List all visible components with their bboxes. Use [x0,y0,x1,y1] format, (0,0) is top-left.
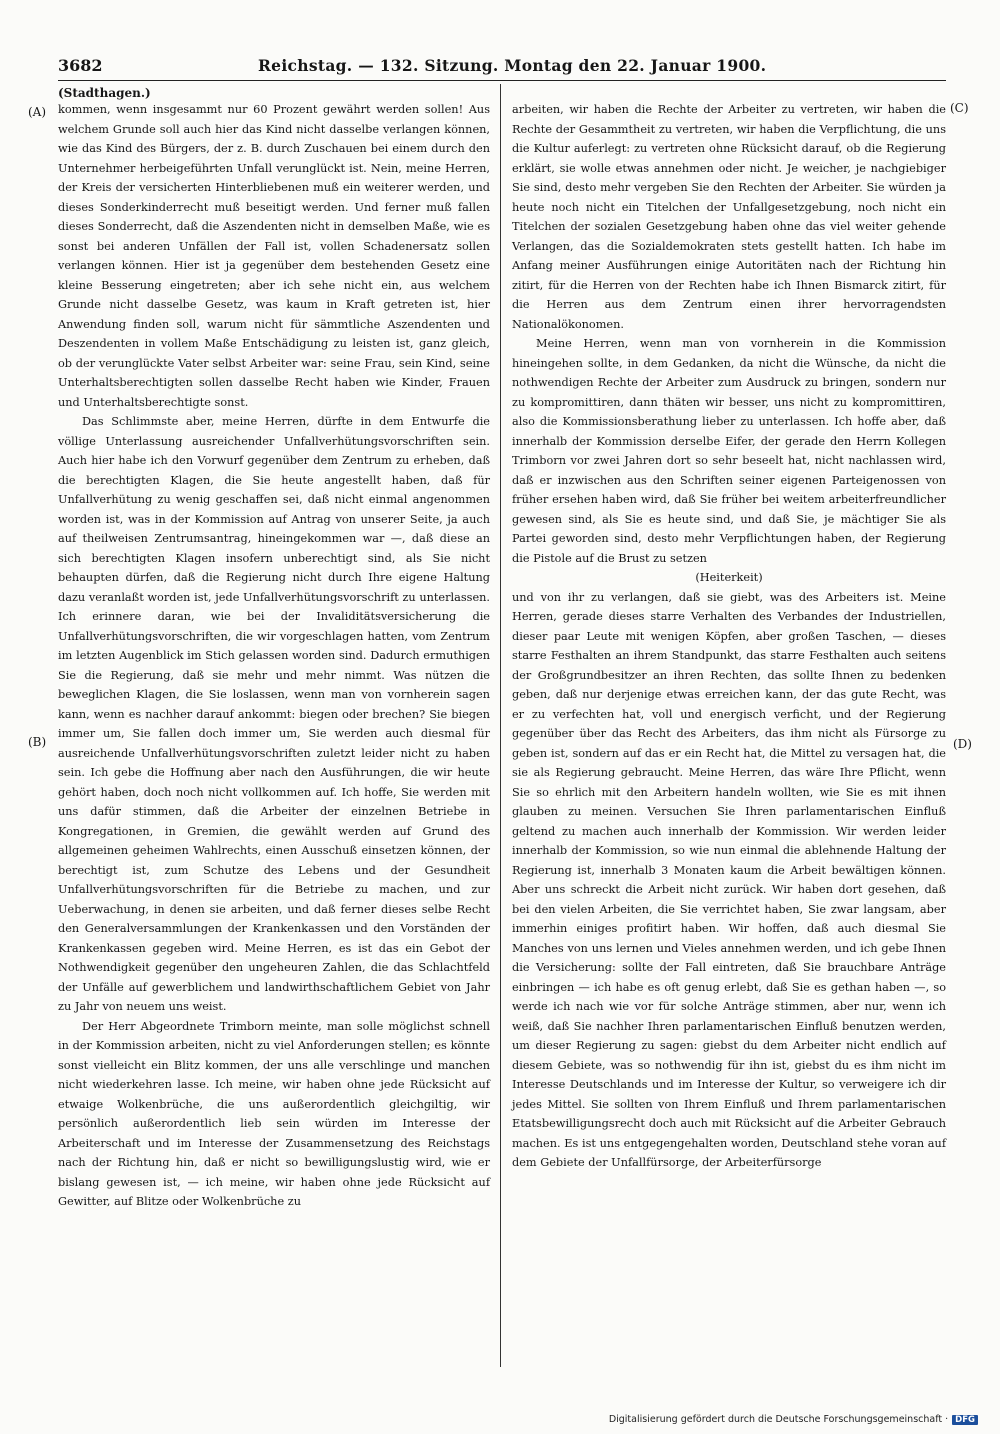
page-header [58,56,946,78]
paragraph: kommen, wenn insgesammt nur 60 Prozent gewährt werden sollen! Aus welchem Grunde soll auch hier das Kind nicht dasselbe verlangen können, wie das Kind des Bürgers, der z. B. durch Zuschauen bei einem durch den Unternehmer herbeigeführten Unfall verunglückt ist. Nein, meine Herren, der Kreis der versicherten Hinterbliebenen muß ein weiterer werden, und dieses Sonderkinderrecht muß beseitigt werden. Und ferner muß fallen dieses Sonderrecht, daß die Aszendenten nicht in demselben Maße, wie es sonst bei anderen Unfällen der Fall ist, vollen Schadenersatz sollen verlangen können. Hier ist ja gegenüber dem bestehenden Gesetz eine kleine Besserung eingetreten; aber ich sehe nicht ein, aus welchem Grunde nicht dasselbe Gesetz, was kaum in Kraft getreten ist, hier Anwendung finden soll, warum nicht für sämmtliche Aszendenten und Deszendenten in vollem Maße Entschädigung zu leisten ist, ganz gleich, ob der verunglückte Vater selbst Arbeiter war: seine Frau, sein Kind, seine Unterhaltsberechtigten sollen dasselbe Recht haben wie Kinder, Frauen und Unterhaltsberechtigte sonst. [58,103,490,409]
paragraph: und von ihr zu verlangen, daß sie giebt, was des Arbeiters ist. Meine Herren, gerade dieses starre Verhalten des Verbandes der Industriellen, dieser paar Leute mit wenigen Köpfen, aber großen Taschen, — dieses starre Festhalten an ihrem Standpunkt, das starre Festhalten auch seitens der Großgrundbesitzer an ihren Rechten, das sollte Ihnen zu bedenken geben, daß nur derjenige etwas erreichen kann, der das gute Recht, was er zu verfechten hat, voll und energisch verficht, und der Regierung gegenüber über das Recht des Arbeiters, das ihm nicht als Fürsorge zu geben ist, sondern auf das er ein Recht hat, die Mittel zu versagen hat, die sie als Regierung gebraucht. Meine Herren, das wäre Ihre Pflicht, wenn Sie so ehrlich mit den Arbeitern handeln wollten, wie Sie es mit ihnen glauben zu meinen. Versuchen Sie Ihren parlamentarischen Einfluß geltend zu machen auch innerhalb der Kommission. Wir werden leider innerhalb der Kommission, so wie nun einmal die ablehnende Haltung der Regierung ist, innerhalb 3 Monaten kaum die Arbeit bewältigen können. Aber uns schreckt die Arbeit nicht zurück. Wir haben dort gesehen, daß bei den vielen Arbeiten, die Sie verrichtet haben, Sie zwar langsam, aber immerhin einiges profitirt haben. Wir hoffen, daß auch diesmal Sie Manches von uns lernen und Vieles annehmen werden, und ich gebe Ihnen die Versicherung: sollte der Fall eintreten, daß Sie brauchbare Anträge einbringen — ich habe es oft genug erlebt, daß Sie es gethan haben —, so werde ich nach wie vor für solche Anträge stimmen, aber nur, wenn ich weiß, daß Sie nachher Ihren parlamentarischen Einfluß benutzen werden, um dieser Regierung zu sagen: giebst du dem Arbeiter nicht endlich auf diesem Gebiete, was so nothwendig für ihn ist, giebst du es ihm nicht im Interesse Deutschlands und im Interesse der Kultur, so verweigere ich dir jedes Mittel. Sie sollten von Ihrem Einfluß und Ihrem parlamentarischen Etatsbewilligungsrecht doch auch mit Rücksicht auf die Arbeiter Gebrauch machen. Es ist uns entgegengehalten worden, Deutschland stehe voran auf dem Gebiete der Unfallfürsorge, der Arbeiterfürsorge [512,590,946,1169]
margin-mark-a: (A) [28,105,47,119]
paragraph: Das Schlimmste aber, meine Herren, dürfte in dem Entwurfe die völlige Unterlassung ausreichender Unfallverhütungsvorschriften sein. Auch hier habe ich den Vorwurf gegenüber dem Zentrum zu erheben, daß die berechtigten Klagen, die Sie heute angestellt haben, daß für Unfallverhütung zu wenig geschaffen sei, daß nicht einmal angenommen worden ist, was in der Kommission auf Antrag von unserer Seite, ja auch auf theilweisen Zentrumsantrag, hineingekommen war —, daß diese an sich berechtigten Klagen insofern unberechtigt sind, als Sie nicht behaupten dürfen, daß die Regierung nicht durch Ihre eigene Haltung dazu veranlaßt worden ist, jede Unfallverhütungsvorschrift zu unterlassen. Ich erinnere daran, wie bei der Invaliditätsversicherung die Unfallverhütungsvorschriften, die wir vorgeschlagen hatten, vom Zentrum im letzten Augenblick im Stich gelassen worden sind. Dadurch ermuthigen Sie die Regierung, daß sie mehr und mehr nimmt. Was nützen die beweglichen Klagen, die Sie loslassen, wenn man von vornherein sagen kann, wenn es nachher darauf ankommt: biegen oder brechen? Sie biegen immer um, Sie fallen doch immer um, Sie werden auch diesmal für ausreichende Unfallverhütungsvorschriften zuletzt leider nicht zu haben sein. Ich gebe die Hoffnung aber nach den Ausführungen, die wir heute gehört haben, doch noch nicht vollkommen auf. Ich hoffe, Sie werden mit uns dafür stimmen, daß die Arbeiter der einzelnen Betriebe in Kongregationen, in Gremien, die gewählt werden auf Grund des allgemeinen geheimen Wahlrechts, einen Ausschuß einsetzen können, der berechtigt ist, zum Schutze des Lebens und der Gesundheit Unfallverhütungsvorschriften für die Betriebe zu machen, und zur Ueberwachung, in denen sie arbeiten, und daß ferner dieses selbe Recht den Generalversammlungen der Krankenkassen und den Vorständen der Krankenkassen gegeben wird. Meine Herren, es ist das ein Gebot der Nothwendigkeit gegenüber den ungeheuren Zahlen, die das Schlachtfeld der Unfälle auf gewerblichem und landwirthschaftlichem Gebiet von Jahr zu Jahr von neuem uns weist. [58,415,490,1013]
paragraph: arbeiten, wir haben die Rechte der Arbeiter zu vertreten, wir haben die Rechte der Gesammtheit zu vertreten, wir haben die Verpflichtung, die uns die Kultur auferlegt: zu vertreten ohne Rücksicht darauf, ob die Regierung erklärt, sie wolle etwas annehmen oder nicht. Je weicher, je nachgiebiger Sie sind, desto mehr vergeben Sie den Rechten der Arbeiter. Sie würden ja heute noch nicht ein Titelchen der Unfallgesetzgebung, noch nicht ein Titelchen der sozialen Gesetzgebung haben ohne das viel weiter gehende Verlangen, das die Sozialdemokraten stets gestellt hatten. Ich habe im Anfang meiner Ausführungen einige Autoritäten nach der Richtung hin zitirt, für die Herren von der Rechten habe ich Ihnen Bismarck zitirt, für die Herren aus dem Zentrum einen ihrer hervorragendsten Nationalökonomen. [512,103,946,331]
paragraph: Meine Herren, wenn man von vornherein in die Kommission hineingehen sollte, in dem Gedanken, da nicht die Wünsche, da nicht die nothwendigen Rechte der Arbeiter zum Ausdruck zu bringen, sondern nur zu kompromittiren, dann thäten wir besser, uns nicht zu kompromittiren, also die Kommissionsberathung lieber zu unterlassen. Ich hoffe aber, daß innerhalb der Kommission derselbe Eifer, der gerade den Herrn Kollegen Trimborn vor zwei Jahren dort so sehr beseelt hat, nicht nachlassen wird, daß er inzwischen aus den Schriften seiner eigenen Parteigenossen von früher ersehen haben wird, daß Sie früher bei weitem arbeiterfreundlicher gewesen sind, als Sie es heute sind, und daß Sie, je mächtiger Sie als Partei geworden sind, desto mehr Verpflichtungen haben, der Regierung die Pistole auf die Brust zu setzen [512,337,946,565]
dfg-logo: DFG [952,1415,978,1425]
footer-credit [609,1414,978,1425]
page-number: 3682 [58,56,103,75]
column-divider [500,84,501,1367]
interjection: (Heiterkeit) [695,571,763,584]
margin-mark-d: (D) [953,737,972,751]
header-rule [58,80,946,81]
left-column [58,100,490,1212]
margin-mark-b: (B) [28,735,47,749]
right-column [512,100,946,1173]
margin-mark-c: (C) [950,101,969,115]
paragraph: Der Herr Abgeordnete Trimborn meinte, man solle möglichst schnell in der Kommission arbeiten, nicht zu viel Anforderungen stellen; es könnte sonst vielleicht ein Blitz kommen, der uns alle verschlinge und manchen nicht wiederkehren lasse. Ich meine, wir haben ohne jede Rücksicht auf etwaige Wolkenbrüche, die uns außerordentlich gleichgiltig, wir persönlich außerordentlich lieb sein würden im Interesse der Arbeiterschaft und im Interesse der Zusammensetzung des Reichstags nach der Richtung hin, daß er nicht so bewilligungslustig wird, wie er bislang gewesen ist, — ich meine, wir haben ohne jede Rücksicht auf Gewitter, auf Blitze oder Wolkenbrüche zu [58,1019,490,1208]
footer-text: Digitalisierung gefördert durch die Deutsche Forschungsgemeinschaft · [608,1414,949,1425]
running-title: Reichstag. — 132. Sitzung. Montag den 22. Januar 1900. [258,56,767,75]
speaker-name: (Stadthagen.) [58,86,151,100]
